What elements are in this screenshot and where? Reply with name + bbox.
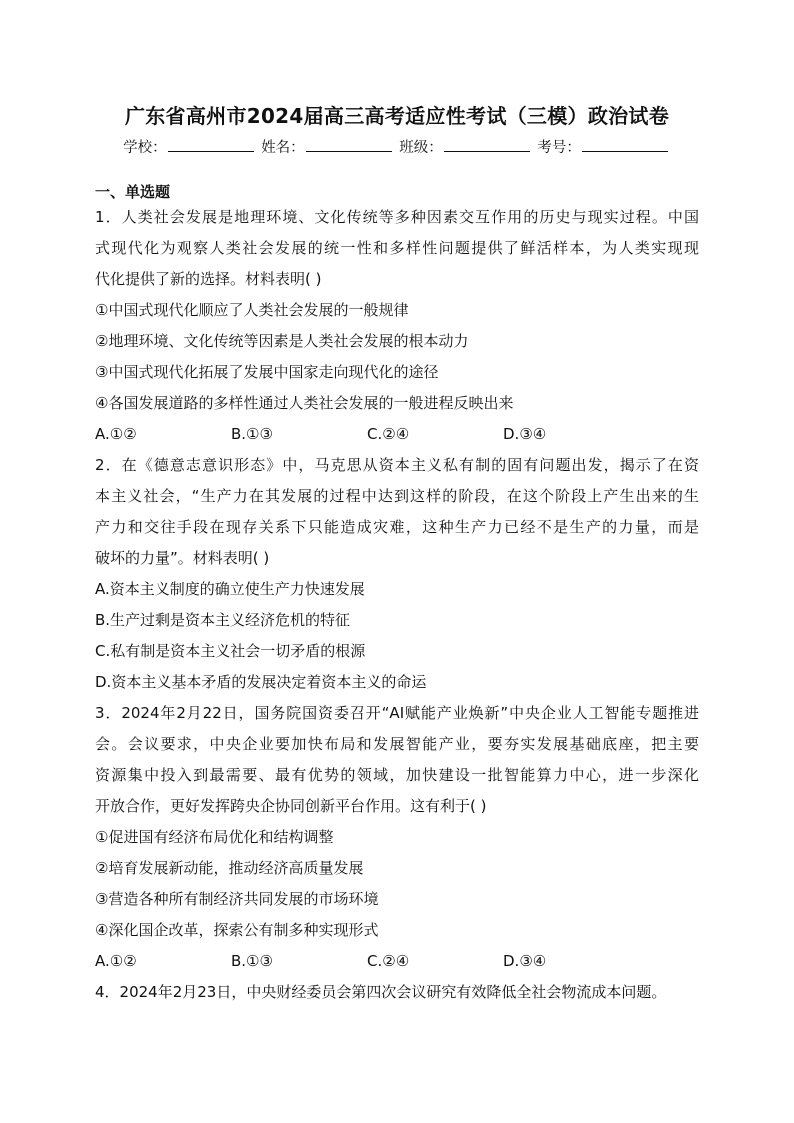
- option-a[interactable]: A.资本主义制度的确立使生产力快速发展: [95, 580, 365, 598]
- school-blank[interactable]: [168, 150, 254, 152]
- question-4: [95, 977, 699, 1008]
- exam-number-label: 考号：: [537, 140, 581, 156]
- class-label: 班级：: [399, 140, 443, 156]
- question-stem-line: 4．2024年2月23日，中央财经委员会第四次会议研究有效降低全社会物流成本问题。: [95, 983, 667, 1001]
- section-heading: 一、单选题: [95, 183, 171, 201]
- option-a[interactable]: A.①②: [95, 952, 137, 970]
- answer-options: [95, 419, 699, 450]
- question-stem-line: 1．人类社会发展是地理环境、文化传统等多种因素交互作用的历史与现实过程。中国: [95, 208, 699, 226]
- option-d[interactable]: D.③④: [503, 952, 547, 970]
- statement-1: ①促进国有经济布局优化和结构调整: [95, 828, 334, 846]
- question-stem-line: 会。会议要求，中央企业要加快布局和发展智能产业，要夯实发展基础底座，把主要: [95, 735, 699, 753]
- question-stem-line: 3．2024年2月22日，国务院国资委召开“AI赋能产业焕新”中央企业人工智能专题推进: [95, 704, 699, 722]
- option-c[interactable]: C.私有制是资本主义社会一切矛盾的根源: [95, 642, 366, 660]
- student-info-line: [0, 136, 794, 157]
- option-a[interactable]: A.①②: [95, 425, 137, 443]
- question-stem-line: 本主义社会，“生产力在其发展的过程中达到这样的阶段，在这个阶段上产生出来的生: [95, 487, 699, 505]
- question-stem-line: 产力和交往手段在现存关系下只能造成灾难，这种生产力已经不是生产的力量，而是: [95, 518, 699, 536]
- class-blank[interactable]: [444, 150, 530, 152]
- question-stem-line: 开放合作，更好发挥跨央企协同创新平台作用。这有利于( ): [95, 797, 487, 815]
- question-stem-line: 2．在《德意志意识形态》中，马克思从资本主义私有制的固有问题出发，揭示了在资: [95, 456, 699, 474]
- option-c[interactable]: C.②④: [367, 425, 410, 443]
- option-d[interactable]: D.资本主义基本矛盾的发展决定着资本主义的命运: [95, 673, 427, 691]
- statement-1: ①中国式现代化顺应了人类社会发展的一般规律: [95, 301, 409, 319]
- option-b[interactable]: B.①③: [231, 952, 273, 970]
- exam-title: 广东省高州市2024届高三高考适应性考试（三模）政治试卷: [124, 104, 670, 128]
- option-b[interactable]: B.生产过剩是资本主义经济危机的特征: [95, 611, 351, 629]
- statement-2: ②培育发展新动能，推动经济高质量发展: [95, 859, 364, 877]
- exam-number-blank[interactable]: [582, 150, 668, 152]
- statement-3: ③中国式现代化拓展了发展中国家走向现代化的途径: [95, 363, 439, 381]
- name-blank[interactable]: [306, 150, 392, 152]
- statement-4: ④深化国企改革，探索公有制多种实现形式: [95, 921, 379, 939]
- question-stem-line: 资源集中投入到最需要、最有优势的领域，加快建设一批智能算力中心，进一步深化: [95, 766, 699, 784]
- questions-body: [95, 202, 699, 1008]
- question-2: [95, 450, 699, 698]
- question-3: [95, 698, 699, 977]
- statement-3: ③营造各种所有制经济共同发展的市场环境: [95, 890, 379, 908]
- answer-options: [95, 946, 699, 977]
- option-d[interactable]: D.③④: [503, 425, 547, 443]
- question-1: [95, 202, 699, 450]
- statement-2: ②地理环境、文化传统等因素是人类社会发展的根本动力: [95, 332, 469, 350]
- name-label: 姓名：: [261, 140, 305, 156]
- statement-4: ④各国发展道路的多样性通过人类社会发展的一般进程反映出来: [95, 394, 514, 412]
- school-label: 学校：: [123, 140, 167, 156]
- option-c[interactable]: C.②④: [367, 952, 410, 970]
- question-stem-line: 式现代化为观察人类社会发展的统一性和多样性问题提供了鲜活样本，为人类实现现: [95, 239, 699, 257]
- question-stem-line: 破坏的力量”。材料表明( ): [95, 549, 270, 567]
- question-stem-line: 代化提供了新的选择。材料表明( ): [95, 270, 322, 288]
- option-b[interactable]: B.①③: [231, 425, 273, 443]
